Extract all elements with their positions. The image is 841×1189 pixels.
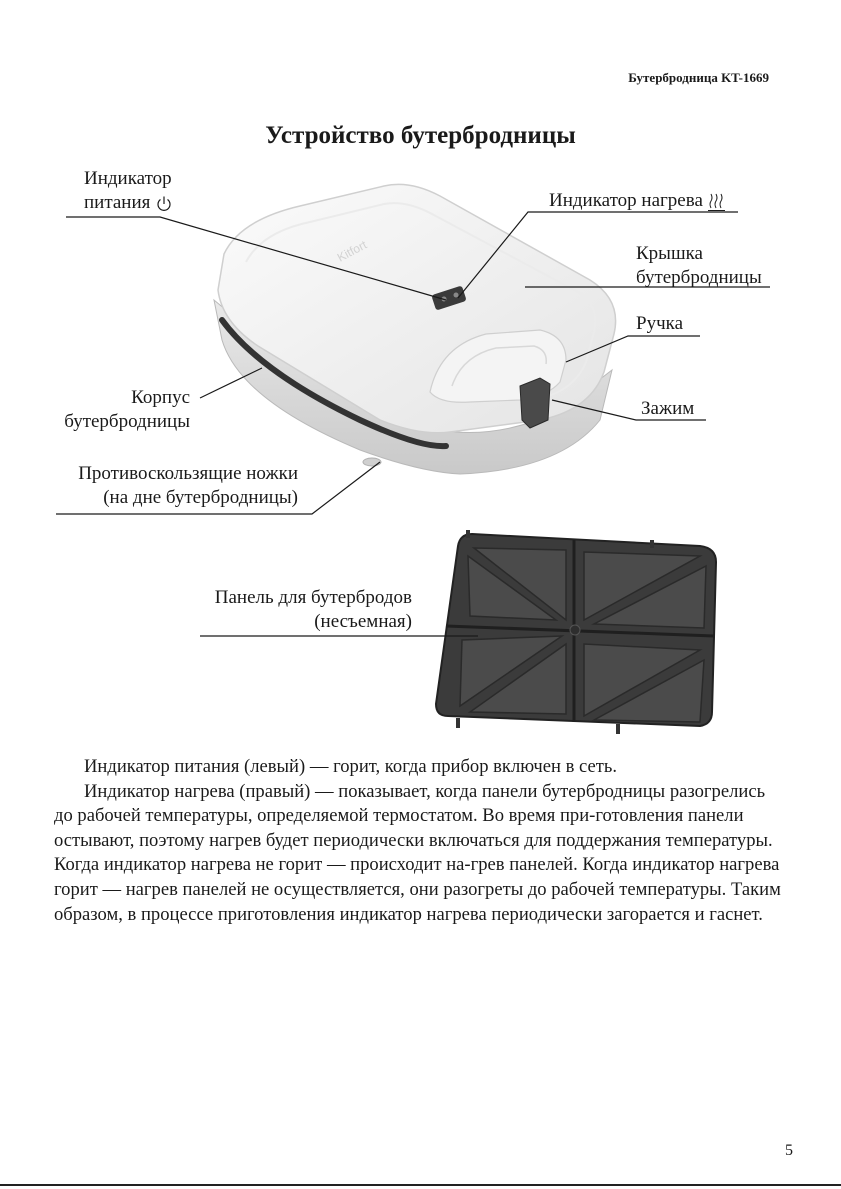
label-clamp: Зажим [641,398,695,419]
document-header: Бутербродница KT-1669 [628,70,769,85]
label-power-indicator: Индикатор питания [84,168,172,213]
bottom-divider [0,1184,841,1186]
power-icon [155,195,173,213]
brand-logo: Kitfort [334,237,370,265]
label-lid: Крышка бутербродницы [636,243,762,288]
label-heat-indicator: Индикатор нагрева [549,189,726,213]
label-feet: Противоскользящие ножки (на дне бутербродницы) [78,463,298,508]
sandwich-panel-illustration [436,530,716,734]
label-handle: Ручка [636,313,683,334]
heat-waves-icon [708,192,726,212]
description-text [54,755,784,927]
label-panel: Панель для бутербродов (несъемная) [214,587,412,632]
paragraph-heat-indicator: Индикатор нагрева (правый) — показывает, когда панели бутербродницы разогрелись до рабочей температуры, определяемой термостатом. Во время при-готовления панели остывают, поэтому нагрев будет периодически включаться для поддержания температуры. Когда индикатор нагрева не горит — происходит на-грев панелей. Когда индикатор нагрева горит — нагрев панелей не осуществляется, они разогреты до рабочей температуры. Таким образом, в процессе приготовления индикатор нагрева периодически загорается и гаснет. [54,780,781,925]
sandwich-maker-illustration [214,184,616,474]
page-number: 5 [785,1142,793,1159]
paragraph-power-indicator: Индикатор питания (левый) — горит, когда прибор включен в сеть. [84,756,618,777]
label-body: Корпус бутербродницы [64,387,190,432]
page-title: Устройство бутербродницы [265,122,576,149]
